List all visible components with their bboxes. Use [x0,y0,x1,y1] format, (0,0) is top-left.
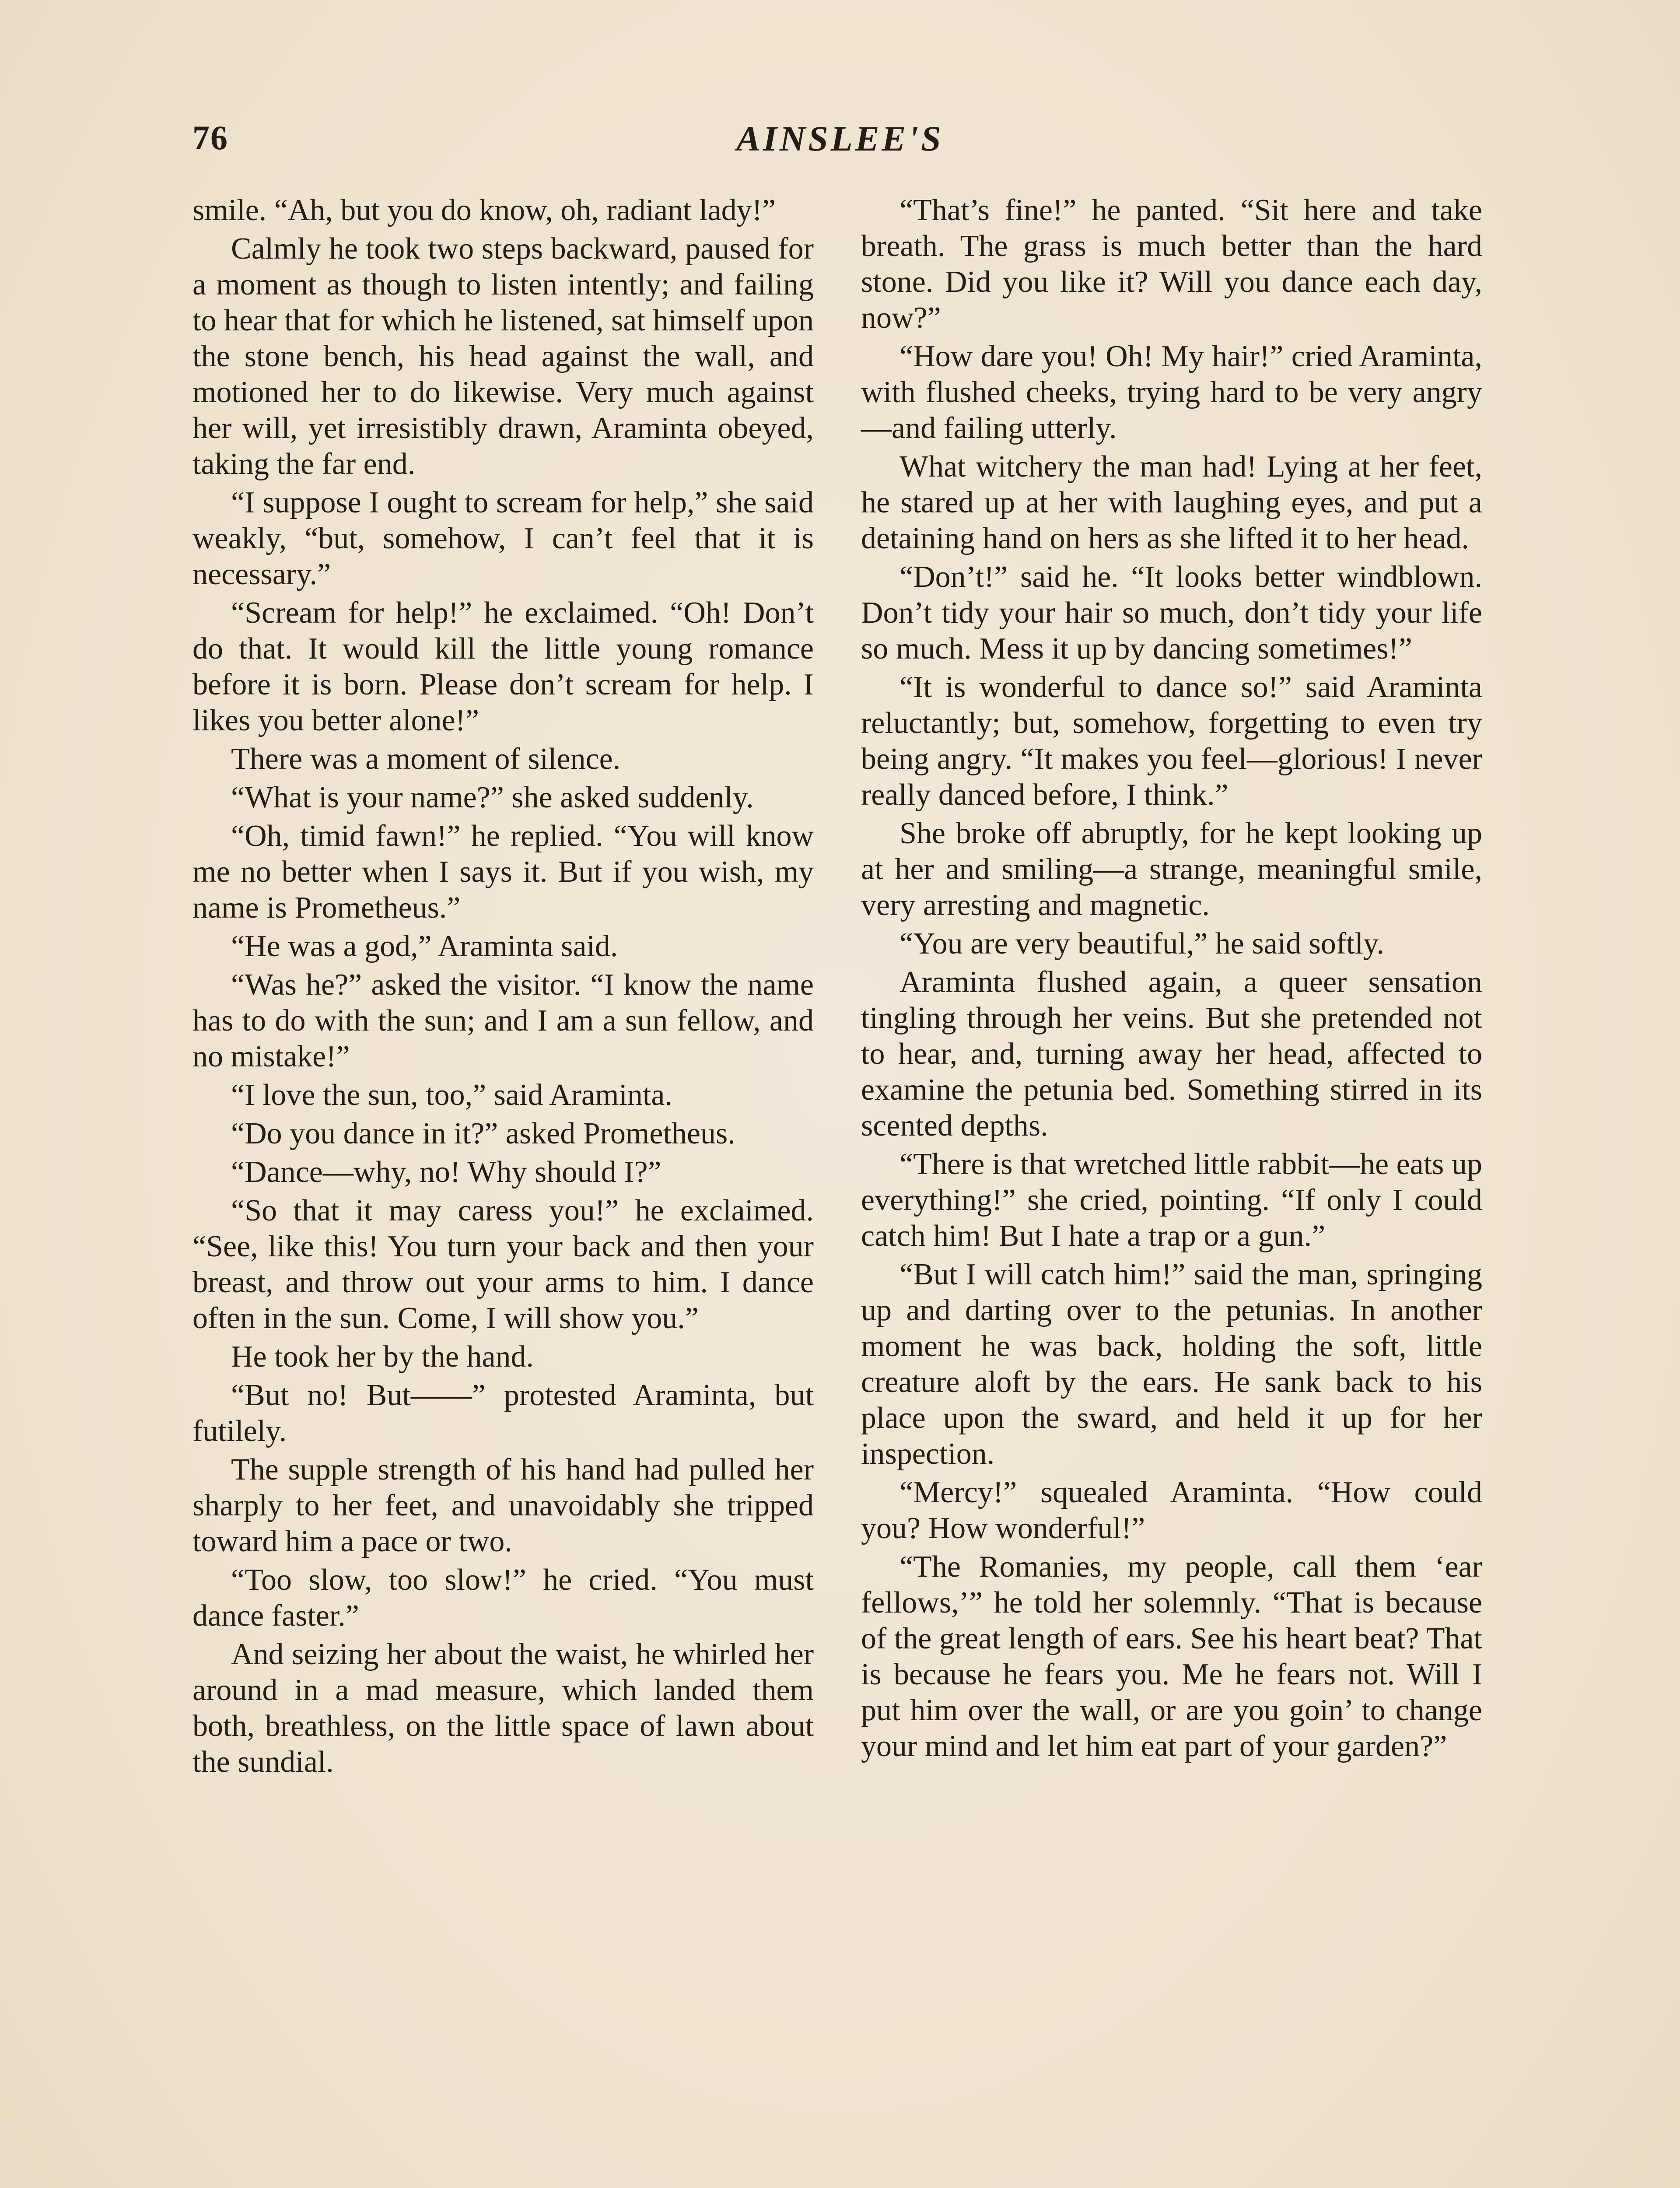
paragraph: Araminta flushed again, a queer sensation tingling through her veins. But she pretended not to hear, and, turning away her head, affected to examine the petunia bed. Something stirred in its scented depths. [861,965,1482,1143]
paragraph: And seizing her about the waist, he whirled her around in a mad measure, which landed them both, breathless, on the little space of lawn about the sundial. [192,1637,814,1779]
paragraph: Calmly he took two steps backward, paused for a moment as though to listen intently; and failing to hear that for which he listened, sat himself upon the stone bench, his head against the wall, and motioned her to do likewise. Very much against her will, yet irresistibly drawn, Araminta obeyed, taking the far end. [192,232,814,481]
paragraph: smile. “Ah, but you do know, oh, radiant lady!” [192,193,776,227]
paragraph: “That’s fine!” he panted. “Sit here and take breath. The grass is much better than the hard stone. Did you like it? Will you dance each day, now?” [861,193,1482,335]
paragraph: “What is your name?” she asked suddenly. [231,781,754,814]
paragraph: “Do you dance in it?” asked Prometheus. [231,1117,735,1150]
paragraph: “Dance—why, no! Why should I?” [231,1155,662,1189]
paragraph: “It is wonderful to dance so!” said Araminta reluctantly; but, somehow, forgetting to even try being angry. “It makes you feel—glorious! I never really danced before, I think.” [861,670,1482,812]
paragraph: “Was he?” asked the visitor. “I know the name has to do with the sun; and I am a sun fellow, and no mistake!” [192,968,814,1073]
paragraph: “You are very beautiful,” he said softly. [900,927,1385,961]
paragraph: “There is that wretched little rabbit—he eats up everything!” she cried, pointing. “If only I could catch him! But I hate a trap or a gun.” [861,1147,1482,1253]
paragraph: The supple strength of his hand had pulled her sharply to her feet, and unavoidably she tripped toward him a pace or two. [192,1453,814,1558]
paragraph: There was a moment of silence. [231,742,621,776]
paragraph: He took her by the hand. [231,1340,534,1374]
paragraph: She broke off abruptly, for he kept looking up at her and smiling—a strange, meaningful smile, very arresting and magnetic. [861,817,1482,922]
page-number: 76 [192,119,228,157]
right-column [861,193,1482,1767]
paragraph: “Don’t!” said he. “It looks better windblown. Don’t tidy your hair so much, don’t tidy your life so much. Mess it up by dancing sometimes!” [861,560,1482,666]
paragraph: “I suppose I ought to scream for help,” she said weakly, “but, somehow, I can’t feel that it is necessary.” [192,486,814,591]
left-column [192,193,814,1783]
paragraph: “Oh, timid fawn!” he replied. “You will know me no better when I says it. But if you wish, my name is Prometheus.” [192,819,814,925]
paragraph: “Scream for help!” he exclaimed. “Oh! Don’t do that. It would kill the little young romance before it is born. Please don’t scream for help. I likes you better alone!” [192,596,814,737]
paragraph: “So that it may caress you!” he exclaimed. “See, like this! You turn your back and then your breast, and throw out your arms to him. I dance often in the sun. Come, I will show you.” [192,1194,814,1335]
running-head: AINSLEE'S [736,119,944,158]
paragraph: What witchery the man had! Lying at her feet, he stared up at her with laughing eyes, and put a detaining hand on hers as she lifted it to her head. [861,450,1482,555]
paragraph: “The Romanies, my people, call them ‘ear fellows,’” he told her solemnly. “That is because of the great length of ears. See his heart beat? That is because he fears you. Me he fears not. Will I put him over the wall, or are you goin’ to change your mind and let him eat part of your garden?” [861,1550,1482,1763]
paragraph: “How dare you! Oh! My hair!” cried Araminta, with flushed cheeks, trying hard to be very angry—and failing utterly. [861,340,1482,445]
paragraph: “Too slow, too slow!” he cried. “You must dance faster.” [192,1563,814,1633]
paragraph: “Mercy!” squealed Araminta. “How could you? How wonderful!” [861,1476,1482,1545]
paragraph: “But I will catch him!” said the man, springing up and darting over to the petunias. In another moment he was back, holding the soft, little creature aloft by the ears. He sank back to his place upon the sward, and held it up for her inspection. [861,1258,1482,1471]
paragraph: “But no! But——” protested Araminta, but futilely. [192,1378,814,1448]
paragraph: “He was a god,” Araminta said. [231,929,618,963]
paragraph: “I love the sun, too,” said Araminta. [231,1078,672,1112]
